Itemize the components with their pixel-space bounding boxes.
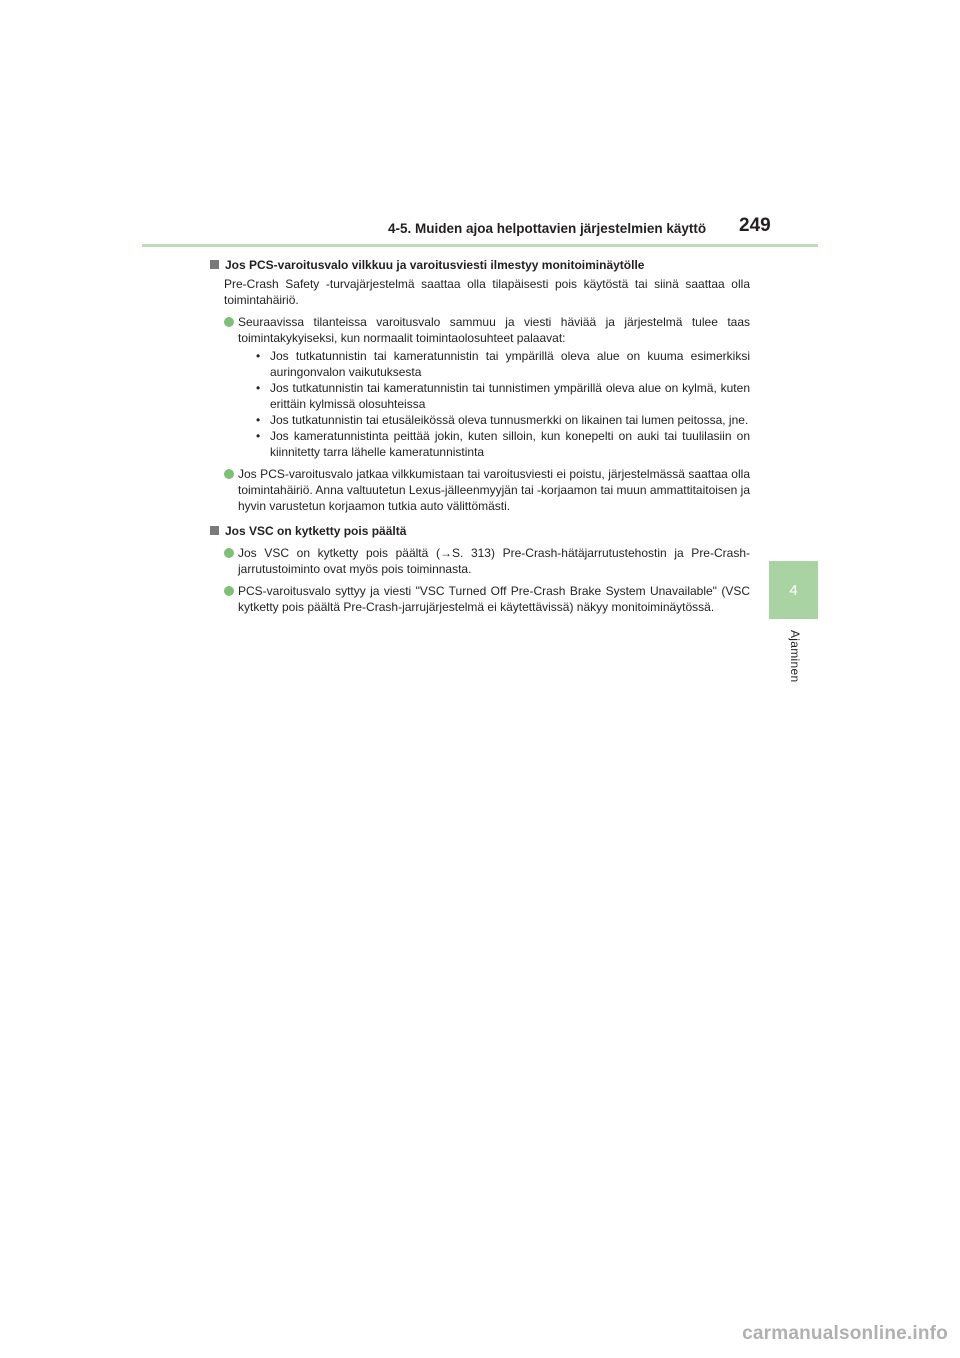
- bullet-text: Seuraavissa tilanteissa varoitusvalo sammuu ja viesti häviää ja järjestelmä tulee taas toimintakykyiseksi, kun normaalit toimintaolosuhteet palaavat:: [238, 315, 750, 345]
- section-heading: [210, 523, 750, 539]
- circle-bullet-icon: [224, 548, 234, 558]
- square-bullet-icon: [210, 526, 219, 535]
- dot-marker-icon: •: [256, 381, 261, 395]
- bullet-text: Jos VSC on kytketty pois päältä (→S. 313) Pre-Crash-hätäjarrutustehostin ja Pre-Crash-jarrutustoiminto ovat myös pois toiminnasta.: [238, 546, 750, 576]
- list-item: [224, 545, 750, 577]
- list-item: [224, 466, 750, 514]
- circle-bullet-icon: [224, 586, 234, 596]
- chapter-tab-label: Ajaminen: [788, 630, 802, 683]
- circle-bullet-icon: [224, 317, 234, 327]
- section-heading: [210, 257, 750, 273]
- bullet-text: Jos PCS-varoitusvalo jatkaa vilkkumistaan tai varoitusviesti ei poistu, järjestelmässä saattaa olla toimintahäiriö. Anna valtuutetun Lexus-jälleenmyyjän tai -korjaamon tai muun ammattitaitoisen ja hyvin varustetun korjaamon tutkia auto välittömästi.: [238, 467, 750, 513]
- chapter-tab: [769, 561, 818, 619]
- chapter-tab-number: 4: [789, 581, 798, 599]
- section-heading-text: Jos PCS-varoitusvalo vilkkuu ja varoitusviesti ilmestyy monitoiminäytölle: [225, 258, 645, 272]
- dot-marker-icon: •: [256, 349, 261, 363]
- sub-list-item: [252, 428, 750, 460]
- circle-bullet-icon: [224, 469, 234, 479]
- dot-marker-icon: •: [256, 413, 261, 427]
- page-content: [210, 253, 750, 615]
- sub-list-item: [252, 412, 750, 428]
- sub-list-text: Jos tutkatunnistin tai etusäleikössä oleva tunnusmerkki on likainen tai lumen peitossa, jne.: [270, 413, 749, 427]
- bullet-text: PCS-varoitusvalo syttyy ja viesti "VSC Turned Off Pre-Crash Brake System Unavailable" (VSC kytketty pois päältä Pre-Crash-jarrujärjestelmä ei käytettävissä) näkyy monitoiminäytössä.: [238, 584, 750, 614]
- section-intro: Pre-Crash Safety -turvajärjestelmä saattaa olla tilapäisesti pois käytöstä tai siinä saattaa olla toimintahäiriö.: [224, 277, 750, 307]
- watermark: carmanualsonline.info: [742, 1323, 948, 1344]
- list-item: [224, 314, 750, 460]
- sub-list-text: Jos tutkatunnistin tai kameratunnistin tai tunnistimen ympärillä oleva alue on kylmä, kuten erittäin kylmissä olosuhteissa: [270, 381, 750, 411]
- chapter-title: 4-5. Muiden ajoa helpottavien järjestelmien käyttö: [388, 221, 707, 236]
- section-heading-text: Jos VSC on kytketty pois päältä: [225, 524, 407, 538]
- sub-list-item: [252, 380, 750, 412]
- sub-list-text: Jos tutkatunnistin tai kameratunnistin tai ympärillä oleva alue on kuuma esimerkiksi auringonvalon vaikutuksesta: [270, 349, 750, 379]
- page-number: 249: [739, 215, 771, 236]
- sub-list-text: Jos kameratunnistinta peittää jokin, kuten silloin, kun konepelti on auki tai tuulilasiin on kiinnitetty tarra lähelle kameratunnistinta: [270, 429, 750, 459]
- sub-list: [252, 348, 750, 460]
- header-divider: [142, 244, 818, 247]
- sub-list-item: [252, 348, 750, 380]
- dot-marker-icon: •: [256, 429, 261, 443]
- square-bullet-icon: [210, 260, 219, 269]
- list-item: [224, 583, 750, 615]
